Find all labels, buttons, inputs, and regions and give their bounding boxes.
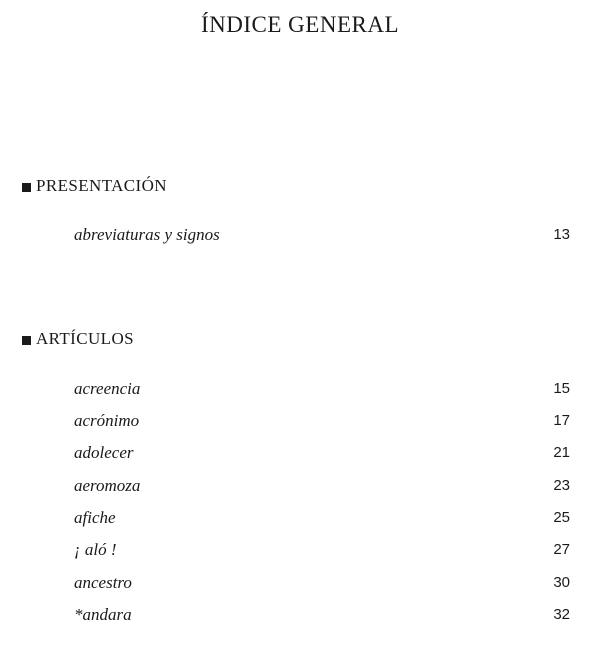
toc-page-number: 27 (553, 541, 570, 558)
page-title: ÍNDICE GENERAL (201, 12, 399, 37)
toc-entry-label: afiche (74, 508, 116, 527)
toc-entry-label: ¡ aló ! (74, 540, 117, 559)
toc-entry-label: abreviaturas y signos (74, 225, 220, 244)
toc-entry-row (0, 476, 600, 502)
toc-entry-row (0, 540, 600, 566)
toc-entry-label: acrónimo (74, 411, 140, 430)
square-bullet-icon (22, 183, 31, 192)
toc-page-number: 17 (553, 412, 570, 429)
toc-entry-row (0, 411, 600, 437)
section-heading-label: ARTÍCULOS (36, 329, 134, 348)
toc-page-number: 23 (553, 477, 570, 494)
toc-entry-label: acreencia (74, 379, 141, 398)
section-heading-presentacion (22, 176, 167, 196)
toc-entry-label: *andara (74, 605, 132, 624)
toc-page-number: 21 (553, 444, 570, 461)
toc-entry-label: adolecer (74, 443, 134, 462)
square-bullet-icon (22, 336, 31, 345)
toc-page-number: 32 (553, 606, 570, 623)
section-heading-label: PRESENTACIÓN (36, 176, 167, 195)
toc-entry-row (0, 605, 600, 631)
toc-page-number: 25 (553, 509, 570, 526)
toc-entry-row (0, 379, 600, 405)
toc-page-number: 13 (553, 226, 570, 243)
toc-page-number: 30 (553, 574, 570, 591)
toc-entry-label: aeromoza (74, 476, 141, 495)
toc-page-number: 15 (553, 380, 570, 397)
toc-entry-label: ancestro (74, 573, 132, 592)
toc-entry-row (0, 443, 600, 469)
section-heading-articulos (22, 329, 134, 349)
toc-entry-row (0, 508, 600, 534)
toc-entry-row (0, 573, 600, 599)
toc-entry-row (0, 225, 600, 251)
